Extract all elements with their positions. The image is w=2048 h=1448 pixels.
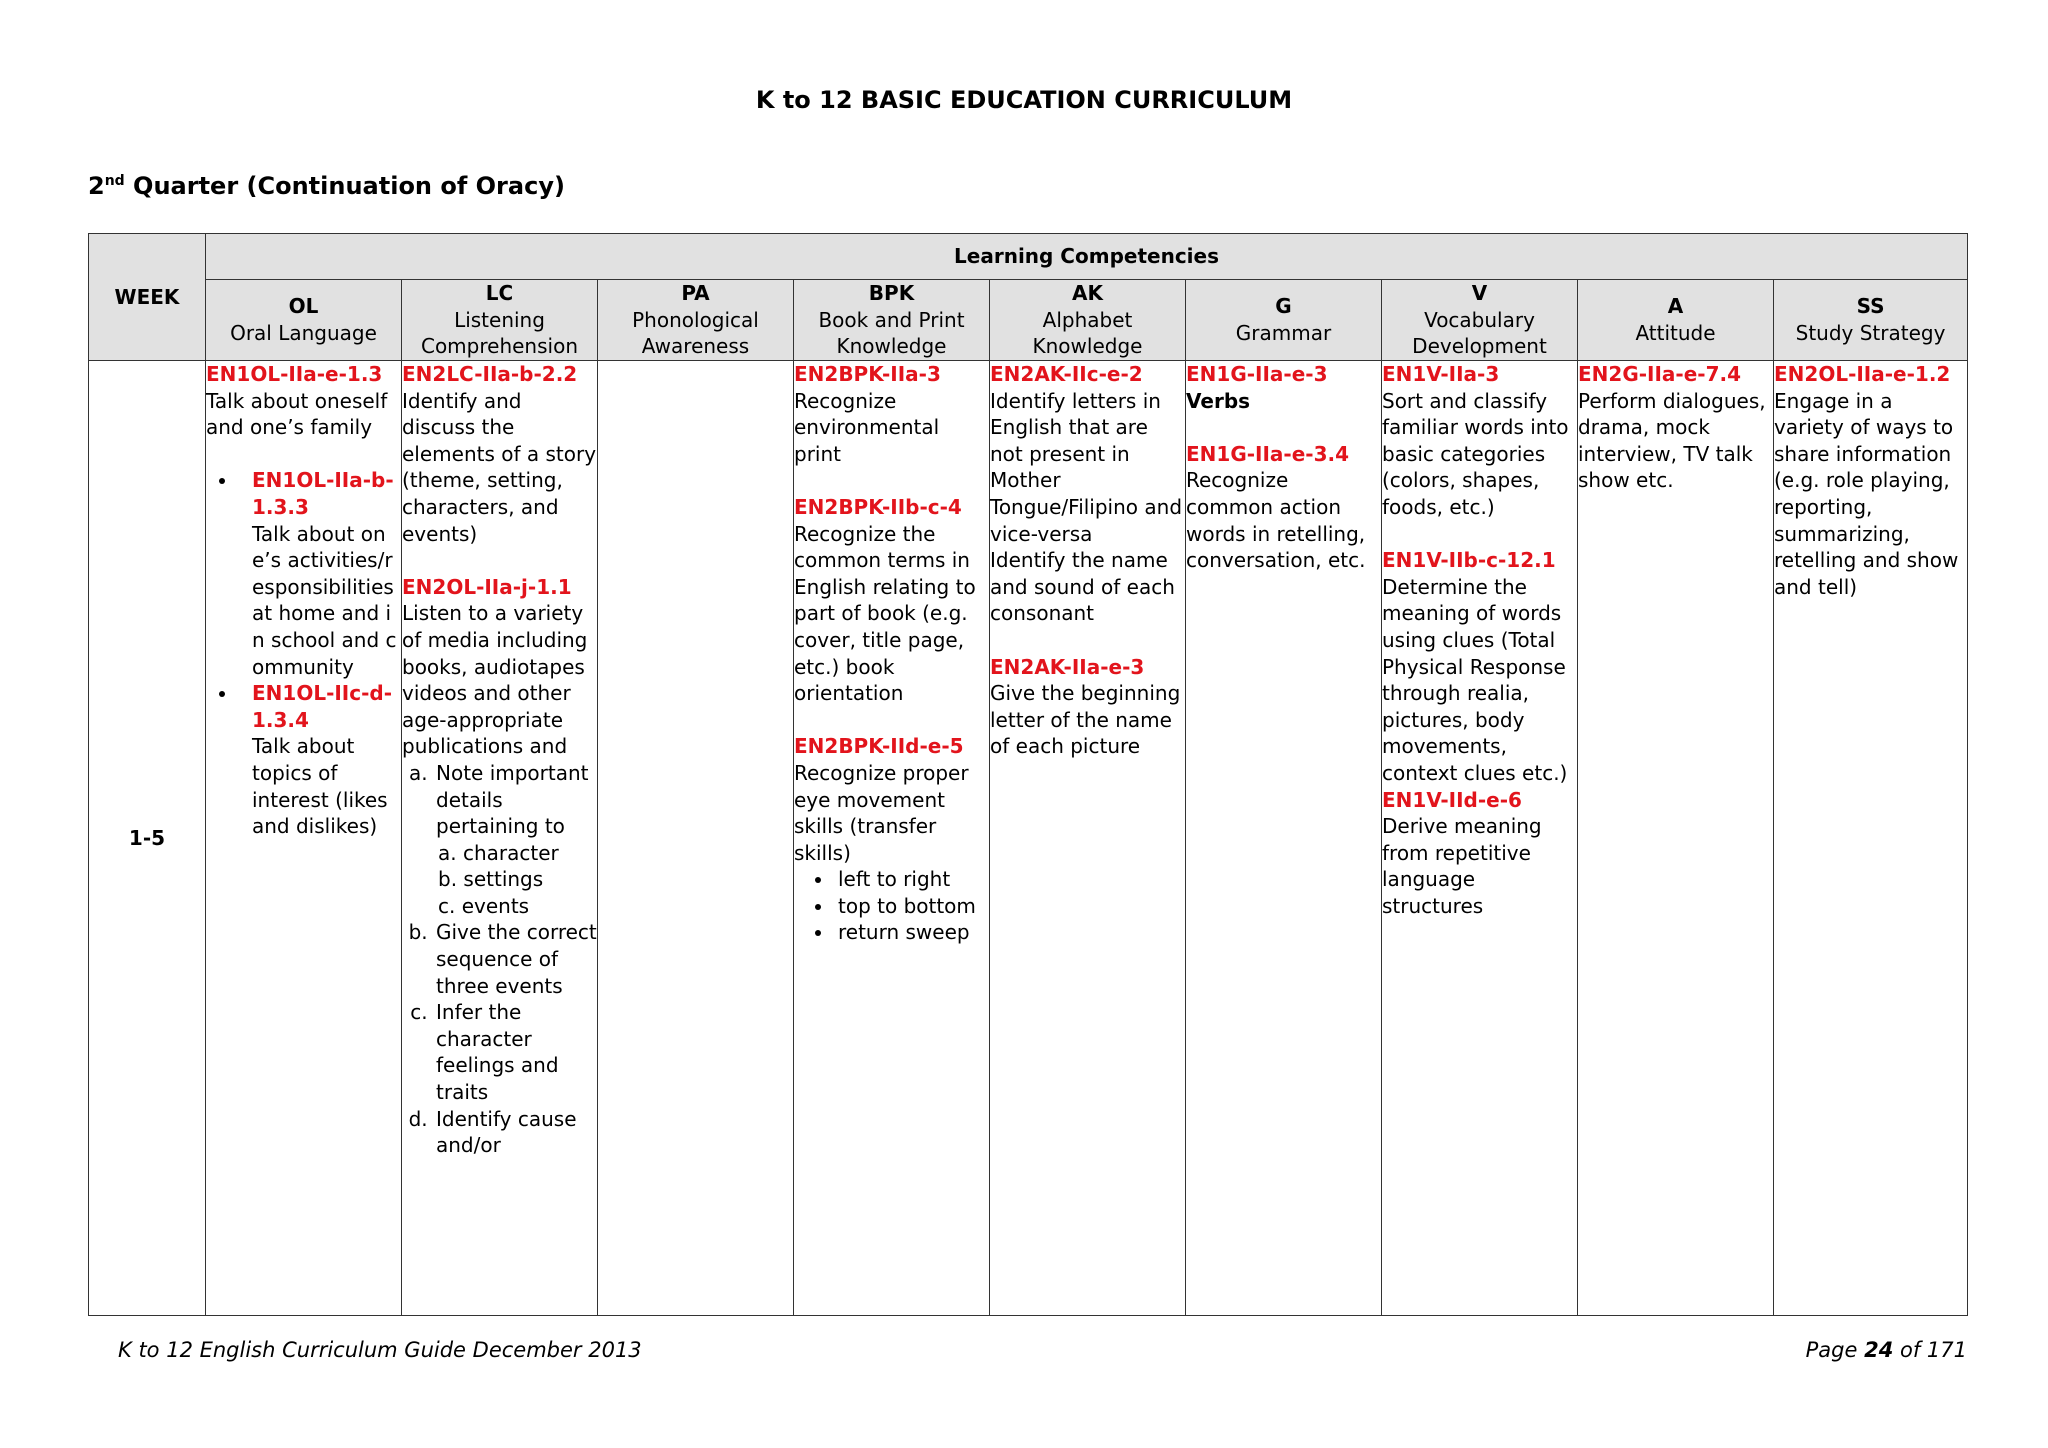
column-name: Grammar: [1235, 321, 1332, 345]
competency-text: Recognize environmental print: [794, 388, 940, 466]
competency-text: Recognize the common terms in English relating to part of book (e.g. cover, title page, etc.) book orientation: [794, 521, 976, 706]
learning-competencies-header: Learning Competencies: [206, 234, 1968, 280]
list-item: [434, 760, 597, 920]
competency-code: EN1G-IIa-e-3: [1186, 362, 1328, 386]
competency-code: EN1V-IIa-3: [1382, 362, 1500, 386]
column-header-a: [1578, 280, 1774, 361]
list-item: d. Identify cause and/or: [434, 1106, 597, 1159]
quarter-ordinal-suffix: nd: [104, 173, 125, 189]
column-header-g: [1186, 280, 1382, 361]
competency-code: EN2BPK-IIb-c-4: [794, 494, 962, 519]
v-cell: [1382, 361, 1578, 1316]
competency-text: Identify the name and sound of each consonant: [990, 548, 1175, 626]
list-item: b. settings: [438, 867, 544, 892]
lc-sub-list: [436, 840, 597, 920]
column-header-pa: [598, 280, 794, 361]
competency-code: • EN1OL-IIa-b-1.3.3: [252, 468, 394, 519]
a-cell: [1578, 361, 1774, 1316]
lc-cell: [402, 361, 598, 1316]
competency-text: Talk about topics of interest (likes and dislikes): [252, 734, 388, 839]
current-page: 24: [1864, 1338, 1894, 1362]
column-abbr: PA: [681, 281, 710, 306]
page-suffix: of 171: [1893, 1338, 1967, 1362]
competency-code: EN2BPK-IId-e-5: [794, 734, 964, 759]
column-name: Study Strategy: [1795, 321, 1946, 345]
column-name: Phonological Awareness: [632, 307, 759, 359]
column-name: Alphabet Knowledge: [1032, 307, 1143, 359]
column-abbr: OL: [288, 294, 319, 319]
column-header-lc: [402, 280, 598, 361]
column-name: Listening Comprehension: [420, 307, 578, 359]
list-item: b. Give the correct sequence of three events: [434, 919, 597, 999]
competency-code: • EN1OL-IIc-d-1.3.4: [252, 681, 393, 732]
competency-text: Identify letters in English that are not present in Mother Tongue/Filipino and vice-versa: [990, 388, 1183, 546]
competency-text: Listen to a variety of media including books, audiotapes videos and other age-appropriate publications and: [402, 601, 588, 759]
competency-label: Verbs: [1186, 388, 1251, 413]
competency-text: Identify and discuss the elements of a story (theme, setting, characters, and events): [402, 388, 597, 546]
ss-cell: [1774, 361, 1968, 1316]
curriculum-table: [88, 233, 1968, 1316]
competency-text: Give the beginning letter of the name of each picture: [990, 681, 1181, 759]
ol-cell: [206, 361, 402, 1316]
competency-code: EN1V-IIb-c-12.1: [1382, 548, 1556, 573]
column-abbr: BPK: [868, 281, 915, 306]
competency-text: Engage in a variety of ways to share information (e.g. role playing, reporting, summarizing, retelling and show and tell): [1774, 388, 1959, 599]
column-abbr: SS: [1856, 294, 1885, 319]
bpk-bullet-list: [794, 866, 989, 946]
column-abbr: A: [1667, 294, 1684, 319]
list-item: • return sweep: [834, 919, 989, 946]
list-item-text: Note important details pertaining to: [436, 760, 589, 839]
list-item: c. events: [438, 893, 530, 918]
lc-lettered-list: [402, 760, 597, 1159]
competency-code: EN2LC-IIa-b-2.2: [402, 362, 578, 386]
footer-document-name: K to 12 English Curriculum Guide December 2013: [118, 1338, 642, 1362]
ol-bullet-list: [206, 467, 401, 839]
list-item: • top to bottom: [834, 893, 989, 920]
ak-cell: [990, 361, 1186, 1316]
competency-code: EN1G-IIa-e-3.4: [1186, 441, 1350, 466]
competency-text: Recognize proper eye movement skills (transfer skills): [794, 760, 969, 865]
competency-text: Determine the meaning of words using clues (Total Physical Response through realia, pictures, body movements, context clues etc.): [1382, 574, 1568, 785]
column-abbr: LC: [485, 281, 514, 306]
page-prefix: Page: [1805, 1338, 1865, 1362]
column-name: Oral Language: [230, 321, 377, 345]
column-header-v: [1382, 280, 1578, 361]
competency-code: EN2AK-IIa-e-3: [990, 654, 1145, 679]
competency-code: EN2OL-IIa-j-1.1: [402, 574, 572, 599]
list-item: c. Infer the character feelings and traits: [434, 999, 597, 1105]
column-header-ak: [990, 280, 1186, 361]
competency-code: EN2G-IIa-e-7.4: [1578, 362, 1742, 386]
column-name: Attitude: [1635, 321, 1716, 345]
competency-text: Recognize common action words in retelling, conversation, etc.: [1186, 468, 1366, 573]
competency-text: Sort and classify familiar words into basic categories (colors, shapes, foods, etc.): [1382, 388, 1569, 519]
g-cell: [1186, 361, 1382, 1316]
competency-text: Perform dialogues, drama, mock interview, TV talk show etc.: [1578, 388, 1766, 493]
column-abbr: AK: [1072, 281, 1103, 306]
competency-text: Talk about one’s activities/responsibilities at home and in school and community: [252, 521, 397, 679]
footer-page-number: [1806, 1338, 1967, 1362]
pa-cell: [598, 361, 794, 1316]
quarter-heading: [88, 172, 565, 200]
competency-text: Talk about oneself and one’s family: [206, 388, 388, 440]
quarter-title: Quarter (Continuation of Oracy): [124, 172, 565, 200]
column-name: Book and Print Knowledge: [818, 307, 965, 359]
column-header-bpk: [794, 280, 990, 361]
competency-code: EN2AK-IIc-e-2: [990, 362, 1143, 386]
competency-text: Derive meaning from repetitive language structures: [1382, 814, 1542, 918]
column-header-ss: [1774, 280, 1968, 361]
column-header-ol: [206, 280, 402, 361]
week-cell: 1-5: [89, 361, 206, 1316]
competency-code: EN1V-IId-e-6: [1382, 787, 1522, 812]
column-name: Vocabulary Development: [1412, 307, 1547, 359]
list-item: [238, 680, 401, 840]
list-item: • left to right: [834, 866, 989, 893]
competency-code: EN1OL-IIa-e-1.3: [206, 362, 383, 386]
competency-code: EN2BPK-IIa-3: [794, 362, 941, 386]
competency-code: EN2OL-IIa-e-1.2: [1774, 362, 1951, 386]
week-header: WEEK: [89, 234, 206, 361]
quarter-number: 2: [88, 172, 105, 200]
list-item: [238, 467, 401, 680]
column-abbr: V: [1471, 281, 1488, 306]
bpk-cell: [794, 361, 990, 1316]
document-title: K to 12 BASIC EDUCATION CURRICULUM: [755, 86, 1293, 114]
list-item: a. character: [438, 840, 559, 865]
column-abbr: G: [1275, 294, 1292, 319]
